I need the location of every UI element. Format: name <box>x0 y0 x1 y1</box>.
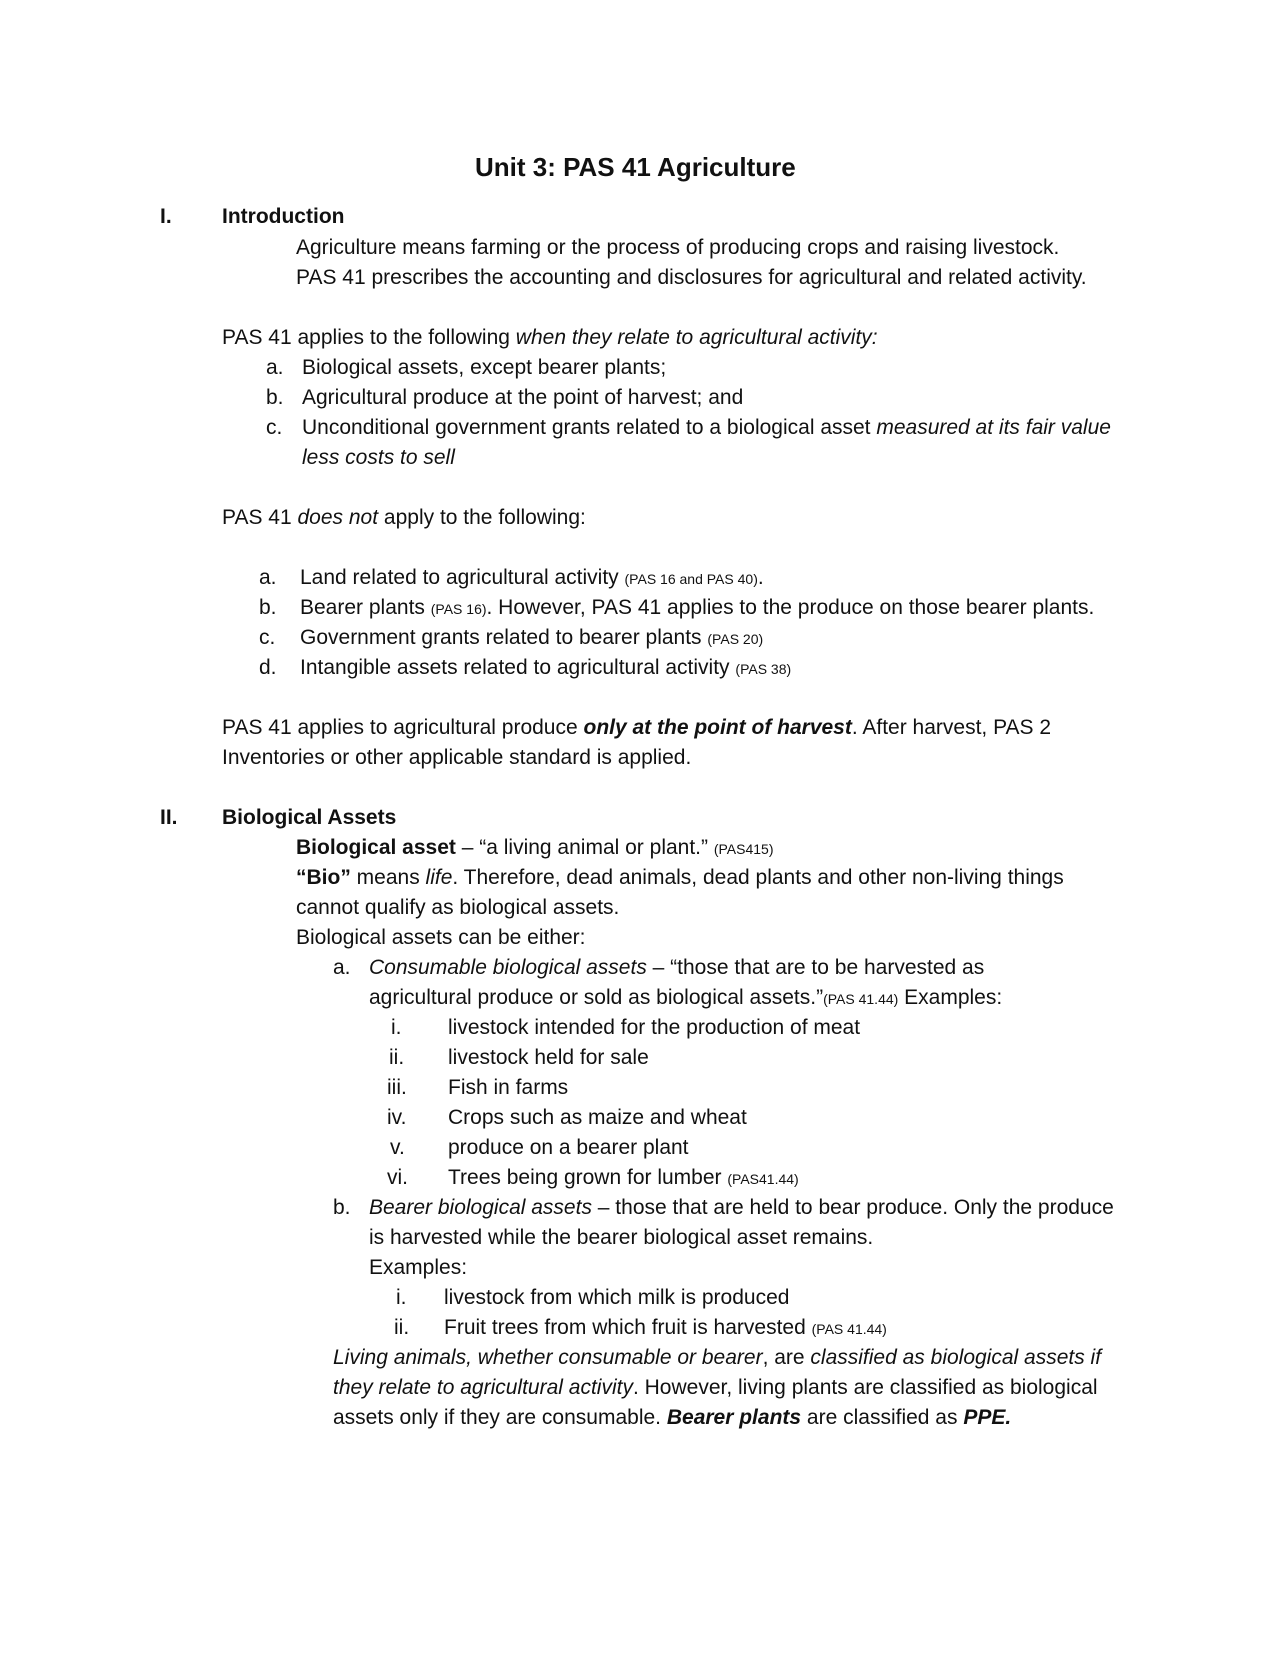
section-1-numeral: I. <box>160 205 172 228</box>
consumable-line-2-text: agricultural produce or sold as biological assets.” <box>369 986 824 1009</box>
not-applies-item-d <box>300 653 791 684</box>
consumable-example-marker-6: vi. <box>387 1166 408 1189</box>
not-applies-item-c <box>300 623 763 654</box>
bearer-example-2-ref: (PAS 41.44) <box>811 1321 887 1337</box>
not-applies-item-c-ref: (PAS 20) <box>707 631 764 647</box>
bearer-marker: b. <box>333 1196 351 1219</box>
applies-lead-italic: when they relate to agricultural activity: <box>515 326 878 349</box>
bearer-example-marker-2: ii. <box>394 1316 410 1339</box>
closing-l2-italic: they relate to agricultural activity <box>333 1376 633 1399</box>
closing-l2-rest: . However, living plants are classified as biological <box>632 1376 1098 1399</box>
bearer-examples-label: Examples: <box>369 1256 468 1279</box>
either-line: Biological assets can be either: <box>296 926 586 949</box>
applies-marker-c: c. <box>266 416 283 439</box>
bio-line-1 <box>296 863 1064 893</box>
definition-text: – “a living animal or plant.” <box>455 836 714 859</box>
bio-italic: life <box>425 866 453 889</box>
closing-l3-mid: are classified as <box>801 1406 964 1429</box>
consumable-line-2-tail: Examples: <box>898 986 1003 1009</box>
bio-rest: . Therefore, dead animals, dead plants and other non-living things <box>452 866 1064 889</box>
applies-marker-a: a. <box>266 356 284 379</box>
intro-line-2: PAS 41 prescribes the accounting and disclosures for agricultural and related activity. <box>296 266 1087 289</box>
applies-item-c-text: Unconditional government grants related to a biological asset <box>302 416 877 439</box>
bearer-term: Bearer biological assets <box>369 1196 592 1219</box>
applies-item-b: Agricultural produce at the point of harvest; and <box>302 386 744 409</box>
closing-line-2 <box>333 1373 1098 1403</box>
closing-line-1 <box>333 1343 1101 1373</box>
consumable-ref: (PAS 41.44) <box>823 991 899 1007</box>
consumable-example-1: livestock intended for the production of meat <box>448 1016 861 1039</box>
definition-line <box>296 833 774 864</box>
definition-term: Biological asset <box>296 836 456 859</box>
not-applies-item-d-ref: (PAS 38) <box>735 661 792 677</box>
not-applies-marker-c: c. <box>259 626 276 649</box>
not-applies-item-b <box>300 593 1094 624</box>
not-applies-item-b-ref: (PAS 16) <box>430 601 487 617</box>
closing-l1-italic2: classified as biological assets if <box>810 1346 1102 1369</box>
not-applies-lead-post: apply to the following: <box>378 506 586 529</box>
bearer-line-1 <box>369 1193 1114 1223</box>
consumable-example-4: Crops such as maize and wheat <box>448 1106 747 1129</box>
applies-item-c <box>302 413 1111 443</box>
harvest-note-line-2: Inventories or other applicable standard is applied. <box>222 746 692 769</box>
consumable-example-marker-2: ii. <box>389 1046 405 1069</box>
section-1-heading: Introduction <box>222 205 345 228</box>
consumable-example-6-text: Trees being grown for lumber <box>448 1166 728 1189</box>
consumable-example-marker-5: v. <box>390 1136 405 1159</box>
consumable-example-5: produce on a bearer plant <box>448 1136 689 1159</box>
applies-lead-text: PAS 41 applies to the following <box>222 326 516 349</box>
consumable-example-3: Fish in farms <box>448 1076 569 1099</box>
consumable-example-marker-4: iv. <box>387 1106 407 1129</box>
consumable-example-2: livestock held for sale <box>448 1046 649 1069</box>
applies-item-c-italic: measured at its fair value <box>876 416 1111 439</box>
applies-lead <box>222 323 878 353</box>
harvest-note-post: . After harvest, PAS 2 <box>851 716 1052 739</box>
not-applies-marker-a: a. <box>259 566 277 589</box>
bearer-example-marker-1: i. <box>396 1286 407 1309</box>
not-applies-marker-d: d. <box>259 656 277 679</box>
bio-line-2: cannot qualify as biological assets. <box>296 896 620 919</box>
not-applies-item-d-text: Intangible assets related to agricultural activity <box>300 656 736 679</box>
bearer-example-2-text: Fruit trees from which fruit is harvested <box>444 1316 812 1339</box>
closing-l3-pre: assets only if they are consumable. <box>333 1406 667 1429</box>
harvest-note-emphasis: only at the point of harvest <box>583 716 852 739</box>
closing-line-3 <box>333 1403 1011 1433</box>
page-title: Unit 3: PAS 41 Agriculture <box>475 152 796 182</box>
bearer-example-1: livestock from which milk is produced <box>444 1286 790 1309</box>
section-2-heading: Biological Assets <box>222 806 397 829</box>
not-applies-item-b-text: Bearer plants <box>300 596 431 619</box>
consumable-example-marker-3: iii. <box>387 1076 407 1099</box>
not-applies-item-b-tail: . However, PAS 41 applies to the produce on those bearer plants. <box>486 596 1095 619</box>
not-applies-item-a-ref: (PAS 16 and PAS 40) <box>624 571 758 587</box>
consumable-example-6 <box>448 1163 799 1194</box>
definition-ref: (PAS415) <box>713 841 774 857</box>
bearer-text: – those that are held to bear produce. Only the produce <box>591 1196 1114 1219</box>
consumable-term: Consumable biological assets <box>369 956 647 979</box>
bio-mid: means <box>350 866 426 889</box>
consumable-example-6-ref: (PAS41.44) <box>727 1171 799 1187</box>
not-applies-item-a-text: Land related to agricultural activity <box>300 566 625 589</box>
not-applies-lead <box>222 503 586 533</box>
consumable-text: – “those that are to be harvested as <box>646 956 985 979</box>
applies-marker-b: b. <box>266 386 284 409</box>
closing-l1-mid: , are <box>762 1346 811 1369</box>
intro-line-1: Agriculture means farming or the process of producing crops and raising livestock. <box>296 236 1060 259</box>
not-applies-lead-pre: PAS 41 <box>222 506 298 529</box>
bearer-line-2: is harvested while the bearer biological asset remains. <box>369 1226 874 1249</box>
applies-item-a: Biological assets, except bearer plants; <box>302 356 667 379</box>
consumable-line-2 <box>369 983 1002 1014</box>
not-applies-lead-italic: does not <box>297 506 379 529</box>
consumable-line-1 <box>369 953 984 983</box>
not-applies-item-a <box>300 563 764 594</box>
harvest-note-pre: PAS 41 applies to agricultural produce <box>222 716 584 739</box>
closing-l3-ppe: PPE. <box>963 1406 1012 1429</box>
closing-l1-italic: Living animals, whether consumable or bearer <box>333 1346 763 1369</box>
section-2-numeral: II. <box>160 806 178 829</box>
closing-l3-bearer-plants: Bearer plants <box>666 1406 802 1429</box>
bearer-example-2 <box>444 1313 887 1344</box>
consumable-example-marker-1: i. <box>391 1016 402 1039</box>
bio-term: “Bio” <box>296 866 351 889</box>
harvest-note-line-1 <box>222 713 1051 743</box>
consumable-marker: a. <box>333 956 351 979</box>
not-applies-item-c-text: Government grants related to bearer plants <box>300 626 708 649</box>
not-applies-marker-b: b. <box>259 596 277 619</box>
not-applies-item-a-tail: . <box>757 566 764 589</box>
applies-item-c-line2: less costs to sell <box>302 446 455 469</box>
